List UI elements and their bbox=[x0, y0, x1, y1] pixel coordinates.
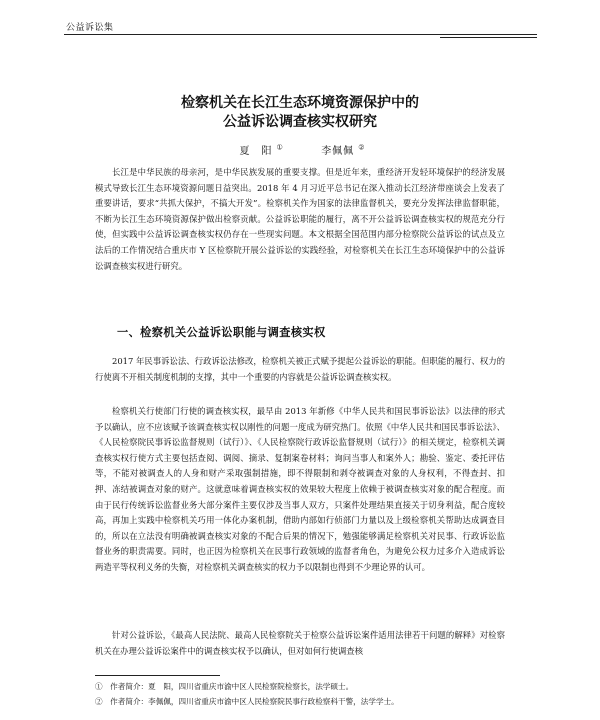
footnote: ② 作者简介：李佩佩，四川省重庆市渝中区人民检察院民事行政检察科干警，法学学士。 bbox=[95, 697, 399, 706]
running-head: 公益诉讼集 bbox=[66, 23, 114, 33]
body-paragraph: 针对公益诉讼，《最高人民法院、最高人民检察院关于检察公益诉讼案件适用法律若干问题的解释》对检察机关在办理公益诉讼案件中的调查核实权予以确认，但对如何行使调查核 bbox=[95, 630, 505, 656]
author-name: 夏 阳 bbox=[239, 146, 273, 157]
body-paragraph: 2017 年民事诉讼法、行政诉讼法修改，检察机关被正式赋予提起公益诉讼的职能。但职能的履行、权力的行使离不开相关制度机制的支撑，其中一个重要的内容就是公益诉讼调查核实权。 bbox=[95, 356, 505, 382]
footnote: ① 作者简介：夏 阳，四川省重庆市渝中区人民检察院检察长，法学硕士。 bbox=[95, 682, 354, 691]
paper-title-line-1: 检察机关在长江生态环境资源保护中的 bbox=[181, 95, 419, 111]
paper-title-line-2: 公益诉讼调查核实权研究 bbox=[223, 114, 377, 130]
author-footnote-mark[interactable]: ① bbox=[276, 143, 283, 152]
abstract-paragraph: 长江是中华民族的母亲河，是中华民族发展的重要支撑。但是近年来，重经济开发轻环境保护的经济发展模式导致长江生态环境资源问题日益突出。2018 年 4 月习近平总书记在深入推动长江经济带座谈会上发表了重要讲话，要求“共抓大保护，不搞大开发”。检察机关作为国家的法律监督机关，要充分发挥法律监督职能，不断为长江生态环境资源保护做出检察贡献。公益诉讼职能的履行，离不开公益诉讼调查核实权的规范充分行使，但实践中公益诉讼调查核实权仍存在一些现实问题。本文根据全国范围内部分检察院公益诉讼的试点及立法后的工作情况结合重庆市 Y 区检察院开展公益诉讼的实践经验，对检察机关在长江生态环境保护中的公益诉讼调查核实权进行研究。 bbox=[95, 167, 505, 271]
section-heading: 一、检察机关公益诉讼职能与调查核实权 bbox=[117, 326, 326, 339]
author-footnote-mark[interactable]: ② bbox=[358, 143, 365, 152]
author-line bbox=[0, 142, 600, 157]
author-name: 李佩佩 bbox=[321, 146, 355, 157]
header-rule-accent bbox=[440, 37, 537, 38]
body-paragraph: 检察机关行使部门行使的调查核实权，最早由 2013 年新修《中华人民共和国民事诉讼法》以法律的形式予以确认，应不应该赋予该调查核实权以刚性的问题一度成为研究热门。依照《中华人民共和国民事诉讼法》、《人民检察院民事诉讼监督规则（试行）》、《人民检察院行政诉讼监督规则（试行）》的相关规定，检察机关调查核实权行使方式主要包括查阅、调阅、摘录、复制案卷材料；询问当事人和案外人；勘验、鉴定、委托评估等，不能对被调查人的人身和财产采取强制措施，即不得限制和剥夺被调查对象的人身权利，不得查封、扣押、冻结被调查对象的财产。这就意味着调查核实权的效果较大程度上依赖于被调查核实对象的配合程度。而由于民行传统诉讼监督业务大部分案件主要仅涉及当事人双方，只案件处理结果直接关于切身利益，配合度较高，再加上实践中检察机关巧用一体化办案机制，借助内部如行侦部门力量以及上级检察机关帮助达成调查目的，所以在立法没有明确被调查核实对象的不配合后果的情况下，勉强能够满足检察机关对民事、行政诉讼监督业务的职责需要。同时，也正因为检察机关在民事行政领域的监督者角色，为避免公权力过多介入造成诉讼两造平等权利义务的失衡，对检察机关调查核实的权力予以限制也得到不少理论界的认可。 bbox=[95, 406, 505, 572]
header-rule bbox=[64, 34, 537, 35]
footnote-rule bbox=[95, 675, 220, 676]
